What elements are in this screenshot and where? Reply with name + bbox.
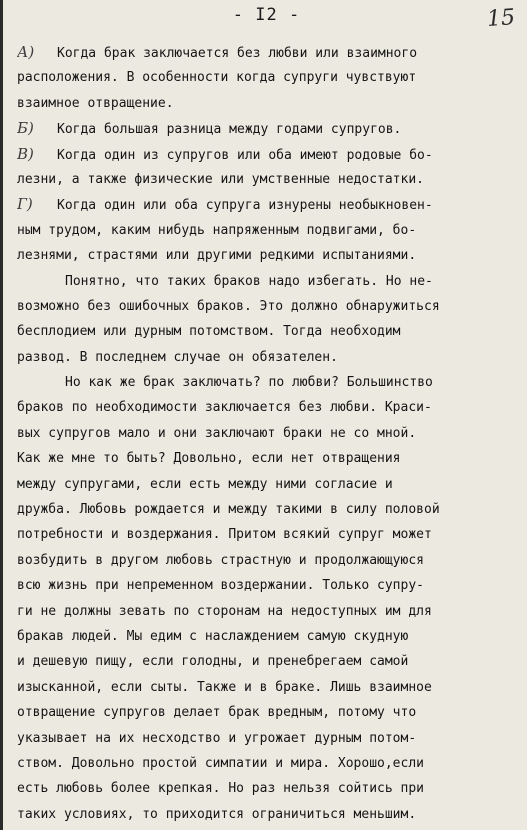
text-line: расположения. В особенности когда супруги чувствуют — [17, 70, 417, 86]
text-line: бесплодием или дурным потомством. Тогда необходим — [17, 324, 401, 340]
text-line: указывает на их несходство и угрожает дурным потом- — [17, 730, 417, 746]
text-line: лезни, а также физические или умственные недостатки. — [17, 171, 424, 187]
text-line: Как же мне то быть? Довольно, если нет отвращения — [17, 451, 401, 467]
text-line: развод. В последнем случае он обязателен. — [17, 349, 338, 365]
text-line: ством. Довольно простой симпатии и мира. Хорошо,если — [17, 755, 424, 771]
text-line: лезнями, страстями или другими редкими испытаниями. — [17, 248, 417, 264]
text-line: бракав людей. Мы едим с наслаждением самую скудную — [17, 628, 409, 644]
text-line: Но как же брак заключать? по любви? Большинство — [65, 375, 433, 391]
text-line: есть любовь более крепкая. Но раз нельзя сойтись при — [17, 781, 424, 797]
handwritten-page-number: 15 — [486, 5, 516, 32]
handwritten-marker-b: Б) — [17, 119, 34, 138]
text-line: таких условиях, то приходится ограничиться меньшим. — [17, 806, 417, 822]
text-line: вых супругов мало и они заключают браки не со мной. — [17, 425, 417, 441]
handwritten-marker-g: Г) — [17, 195, 33, 214]
page-number-header: - I2 - — [232, 5, 301, 25]
text-line: и дешевую пищу, если голодны, и пренебрегаем самой — [17, 654, 409, 670]
body-text — [17, 40, 522, 827]
text-line: изысканной, если сыты. Также и в браке. Лишь взаимное — [17, 679, 432, 695]
text-line: Понятно, что таких браков надо избегать. Но не- — [65, 273, 433, 289]
text-line: потребности и воздержания. Притом всякий супруг может — [17, 527, 432, 543]
text-line: А) Когда брак заключается без любви или взаимного — [17, 40, 522, 65]
text-line: Г) Когда один или оба супруга изнурены необыкновен- — [17, 192, 522, 217]
text-line: всю жизнь при непременном воздержании. Только супру- — [17, 578, 424, 594]
handwritten-marker-v: В) — [17, 144, 34, 163]
handwritten-marker-a: А) — [17, 43, 35, 61]
text-line: браков по необходимости заключается без любви. Краси- — [17, 400, 432, 416]
text-line: между супругами, если есть между ними согласие и — [17, 476, 393, 492]
text-line: возбудить в другом любовь страстную и продолжающуюся — [17, 552, 424, 568]
text-line: отвращение супругов делает брак вредным, потому что — [17, 705, 417, 721]
text-line: возможно без ошибочных браков. Это должно обнаружиться — [17, 298, 440, 314]
text-line: дружба. Любовь рождается и между такими в силу половой — [17, 502, 440, 518]
text-line: В) Когда один из супругов или оба имеют родовые бо- — [17, 142, 522, 167]
text-line: ным трудом, каким нибудь напряженным подвигами, бо- — [17, 222, 417, 238]
text-line: взаимное отвращение. — [17, 95, 174, 111]
text-line: ги не должны зевать по сторонам на недоступных им для — [17, 603, 432, 619]
text-line: Б) Когда большая разница между годами супругов. — [17, 116, 522, 141]
